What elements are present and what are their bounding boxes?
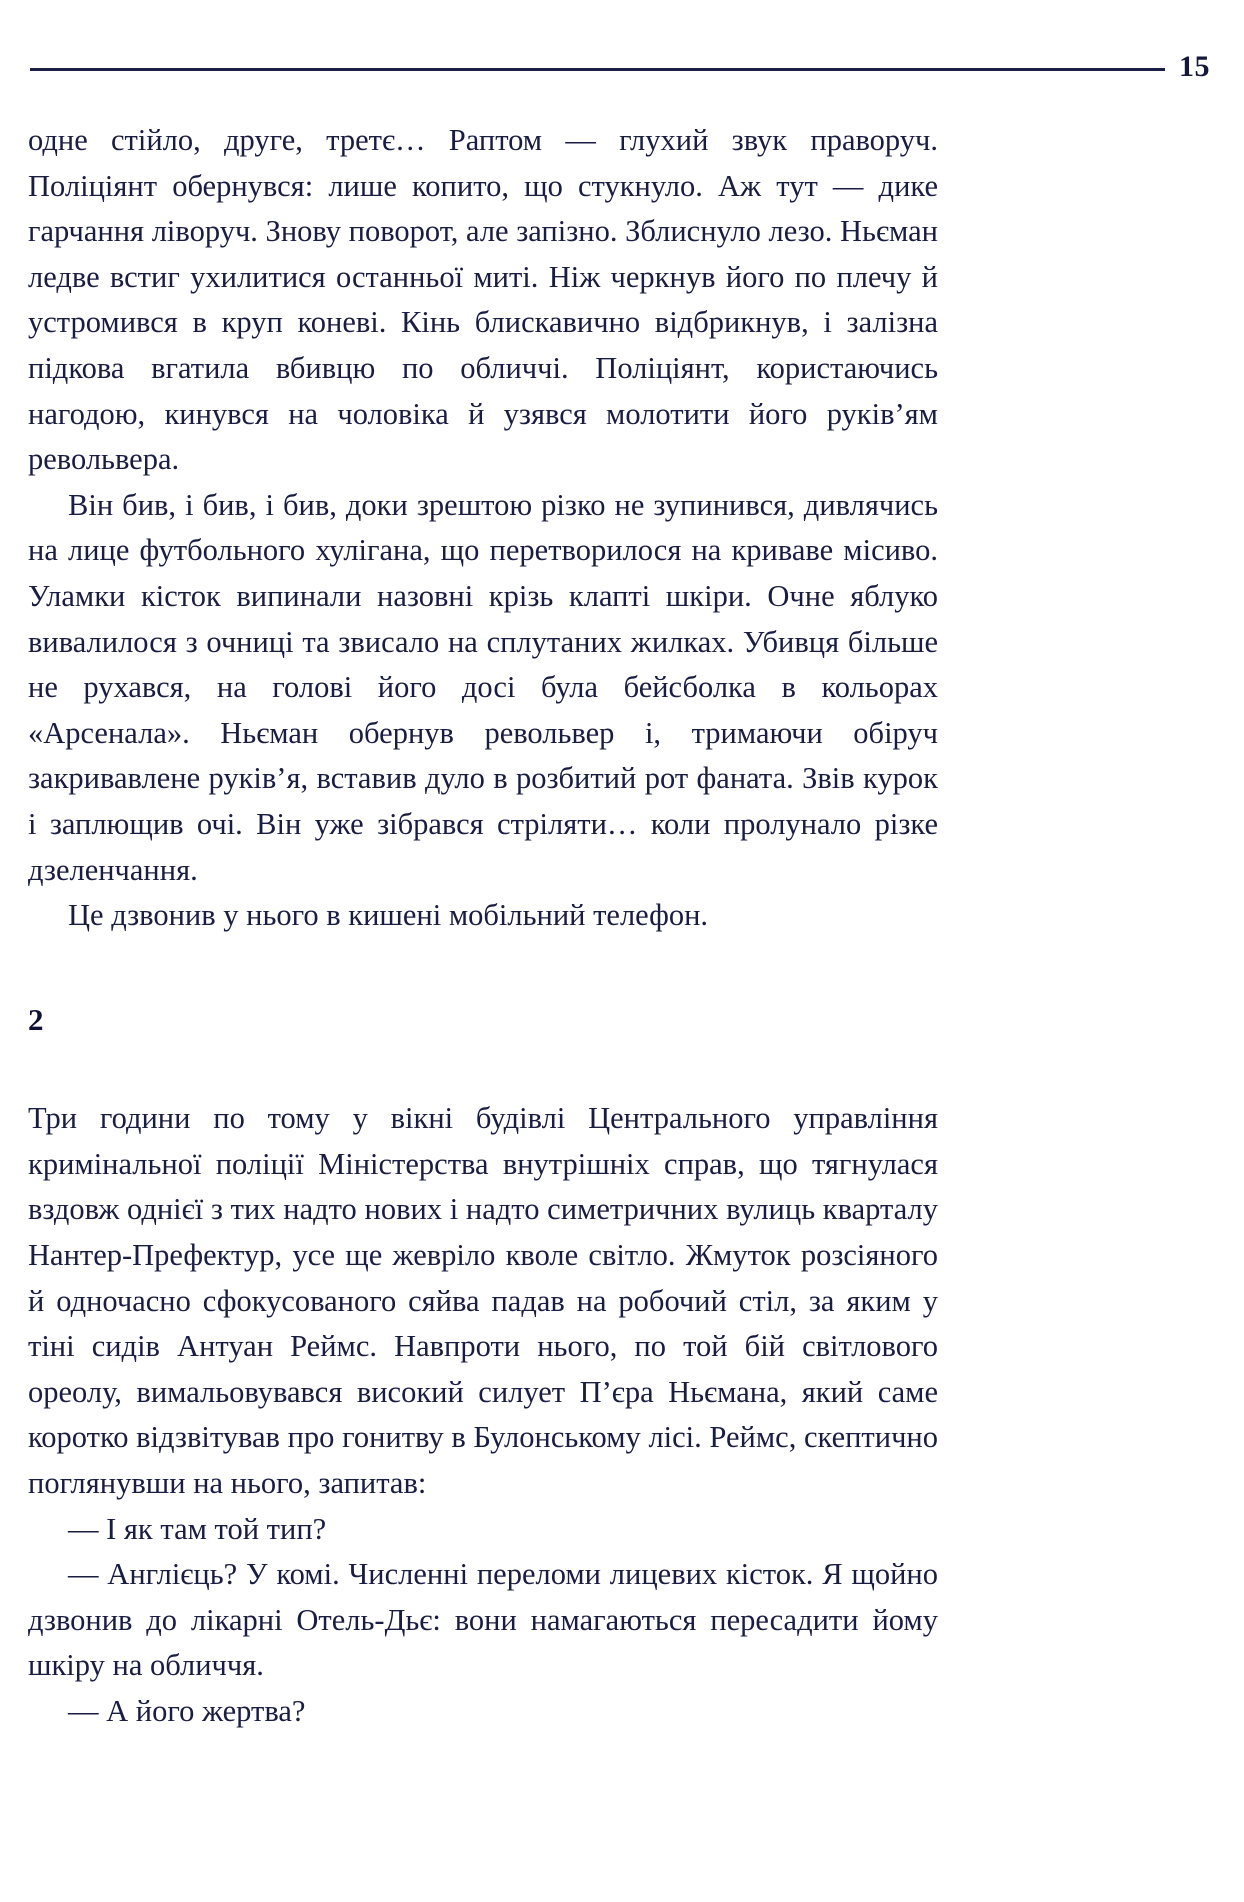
paragraph-3: Це дзвонив у нього в кишені мобільний телефон. (68, 898, 709, 933)
dialogue-line-1: — І як там той тип? (68, 1511, 327, 1546)
paragraph-2: Він бив, і бив, і бив, доки зрештою різко не зупинився, дивлячись на лице футбольного хулігана, що перетворилося на криваве місиво. Уламки кісток випинали назовні крізь клапті шкіри. Очне яблуко вивалилося з очниці та звисало на сплутаних жилках. Убивця більше не рухався, на голові його досі була бейсболка в кольорах «Арсенала». Ньєман обернув револьвер і, тримаючи обіруч закривавлене руків’я, вставив дуло в розбитий рот фаната. Звів курок і заплющив очі. Він уже зібрався стріляти… коли пролунало різке дзеленчання. (28, 487, 938, 887)
section-spacer-bottom (28, 1042, 938, 1096)
page-number: 15 (1179, 50, 1210, 83)
paragraph-1: одне стійло, друге, третє… Раптом — глухий звук праворуч. Поліціянт обернувся: лише копито, що стукнуло. Аж тут — дике гарчання ліворуч. Знову поворот, але запізно. Зблиснуло лезо. Ньєман ледве встиг ухилитися останньої миті. Ніж черкнув його по плечу й устромився в круп коневі. Кінь блискавично відбрикнув, і залізна підкова вгатила вбивцю по обличчі. Поліціянт, користаючись нагодою, кинувся на чоловіка й узявся молотити його руків’ям револьвера. (28, 123, 938, 477)
paragraph-4: Три години по тому у вікні будівлі Центрального управління кримінальної поліції Міністерства внутрішніх справ, що тягнулася вздовж однієї з тих надто нових і надто симетричних вулиць кварталу Нантер-Префектур, усе ще жевріло кволе світло. Жмуток розсіяного й одночасно сфокусованого сяйва падав на робочий стіл, за яким у тіні сидів Антуан Реймс. Навпроти нього, по той бій світлового ореолу, вимальовувався високий силует П’єра Ньємана, який саме коротко відзвітував про гонитву в Булонському лісі. Реймс, скептично поглянувши на нього, запитав: (28, 1101, 938, 1501)
running-head (30, 42, 1214, 92)
dialogue-line-3: — А його жертва? (68, 1694, 306, 1728)
section-number: 2 (28, 1001, 44, 1037)
body-text-block (28, 118, 938, 1735)
section-spacer-top (28, 939, 938, 997)
header-rule (30, 68, 1165, 71)
dialogue-line-2: — Англієць? У комі. Численні переломи лицевих кісток. Я щойно дзвонив до лікарні Отель-Дьє: вони намагаються пересадити йому шкіру на обличчя. (28, 1557, 938, 1683)
